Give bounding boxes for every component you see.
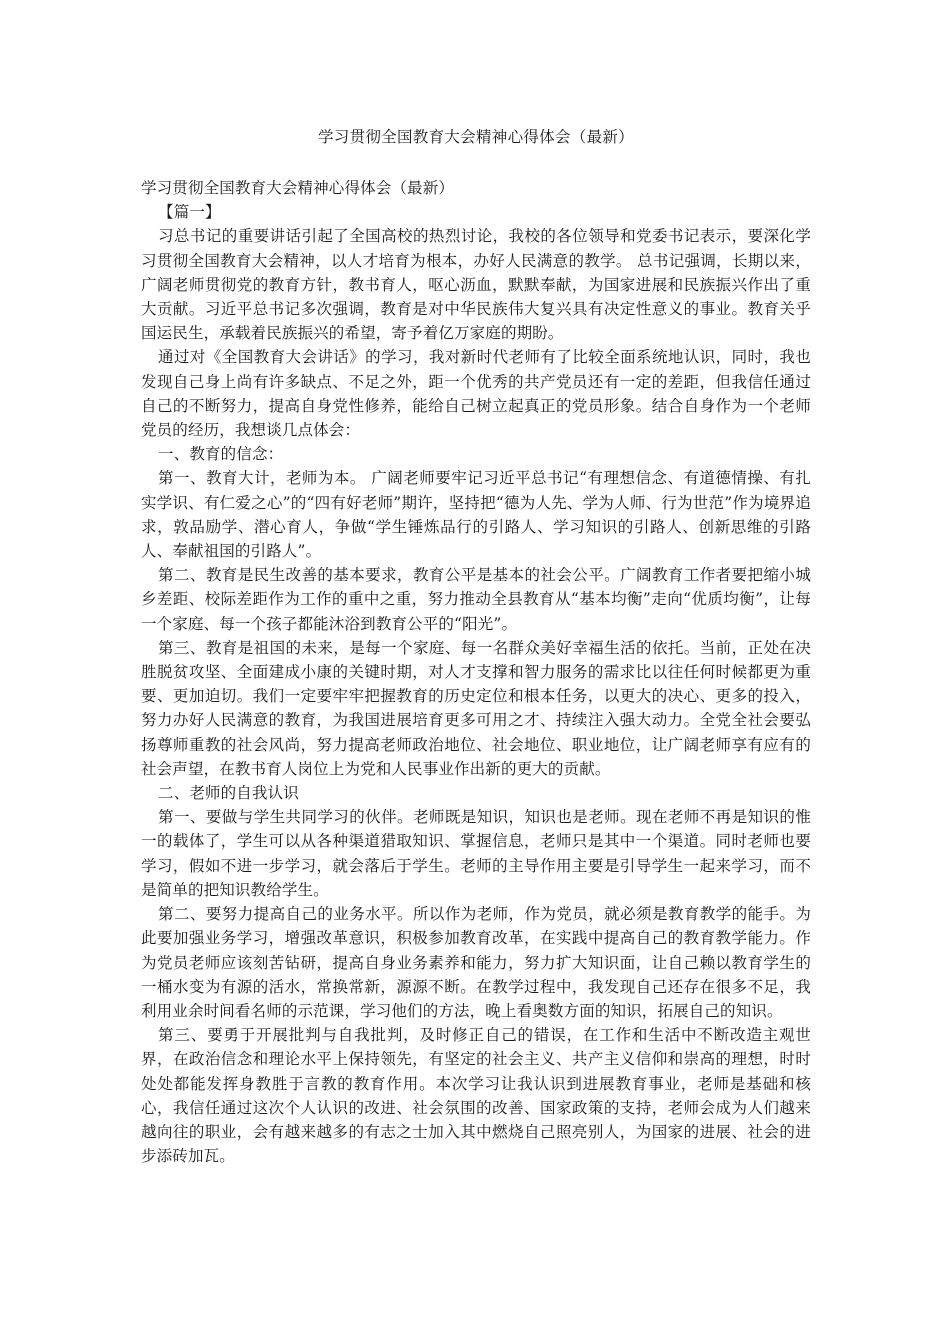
paragraph: 第三、教育是祖国的未来，是每一个家庭、每一名群众美好幸福生活的依托。当前，正处在决胜脱贫攻坚、全面建成小康的关键时期，对人才支撑和智力服务的需求比以往任何时候都更为重要、更加迫切。我们一定要牢牢把握教育的历史定位和根本任务，以更大的决心、更多的投入，努力办好人民满意的教育，为我国进展培育更多可用之才、持续注入强大动力。全党全社会要弘扬尊师重教的社会风尚，努力提高老师政治地位、社会地位、职业地位，让广阔老师享有应有的社会声望，在教书育人岗位上为党和人民事业作出新的更大的贡献。 (141, 638, 811, 778)
paragraph: 第二、要努力提高自己的业务水平。所以作为老师，作为党员，就必须是教育教学的能手。为此要加强业务学习，增强改革意识，积极参加教育改革，在实践中提高自己的教育教学能力。作为党员老师应该刻苦钻研，提高自身业务素养和能力，努力扩大知识面，让自己赖以教育学生的一桶水变为有源的活水，常换常新，源源不断。在教学过程中，我发现自己还存在很多不足，我利用业余时间看名师的示范课，学习他们的方法，晚上看奥数方面的知识，拓展自己的知识。 (141, 905, 811, 1020)
paragraph: 第一、要做与学生共同学习的伙伴。老师既是知识，知识也是老师。现在老师不再是知识的惟一的载体了，学生可以从各种渠道猎取知识、掌握信息，老师只是其中一个渠道。同时老师也要学习，假如不进一步学习，就会落后于学生。老师的主导作用主要是引导学生一起来学习，而不是简单的把知识教给学生。 (141, 808, 811, 899)
paragraph: 习总书记的重要讲话引起了全国高校的热烈讨论，我校的各位领导和党委书记表示，要深化学习贯彻全国教育大会精神，以人才培育为根本，办好人民满意的教学。 总书记强调，长期以来，广阔老师贯彻党的教育方针，教书育人，呕心沥血，默默奉献，为国家进展和民族振兴作出了重大贡献。习近平总书记多次强调，教育是对中华民族伟大复兴具有决定性意义的事业。教育关乎国运民生，承载着民族振兴的希望，寄予着亿万家庭的期盼。 (141, 227, 811, 343)
section-heading: 一、教育的信念： (158, 445, 284, 464)
paragraph: 第三、要勇于开展批判与自我批判，及时修正自己的错误，在工作和生活中不断改造主观世界，在政治信念和理论水平上保持领先，有坚定的社会主义、共产主义信仰和崇高的理想，时时处处都能发挥身教胜于言教的教育作用。本次学习让我认识到进展教育事业，老师是基础和核心，我信任通过这次个人认识的改进、社会氛围的改善、国家政策的支持，老师会成为人们越来越向往的职业，会有越来越多的有志之士加入其中燃烧自己照亮别人，为国家的进展、社会的进步添砖加瓦。 (141, 1026, 811, 1166)
section-heading: 二、老师的自我认识 (158, 784, 299, 803)
paragraph: 通过对《全国教育大会讲话》的学习，我对新时代老师有了比较全面系统地认识，同时，我也发现自己身上尚有许多缺点、不足之外，距一个优秀的共产党员还有一定的差距，但我信任通过自己的不断努力，提高自身党性修养，能给自己树立起真正的党员形象。结合自身作为一个老师党员的经历，我想谈几点体会： (141, 348, 811, 440)
paragraph: 第二、教育是民生改善的基本要求，教育公平是基本的社会公平。广阔教育工作者要把缩小城乡差距、校际差距作为工作的重中之重，努力推动全县教育从“基本均衡”走向“优质均衡”，让每一个家庭、每一个孩子都能沐浴到教育公平的“阳光”。 (141, 566, 811, 633)
paragraph: 第一、教育大计，老师为本。 广阔老师要牢记习近平总书记“有理想信念、有道德情操、有扎实学识、有仁爱之心”的“四有好老师”期许，坚持把“德为人先、学为人师、行为世范”作为境界追求，敦品励学、潜心育人，争做“学生锤炼品行的引路人、学习知识的引路人、创新思维的引路人、奉献祖国的引路人”。 (141, 469, 811, 561)
document-body (141, 176, 811, 1168)
document-title: 学习贯彻全国教育大会精神心得体会（最新） (317, 128, 634, 146)
document-subtitle: 学习贯彻全国教育大会精神心得体会（最新） (141, 179, 455, 197)
section-tag: 【篇一】 (158, 203, 221, 222)
